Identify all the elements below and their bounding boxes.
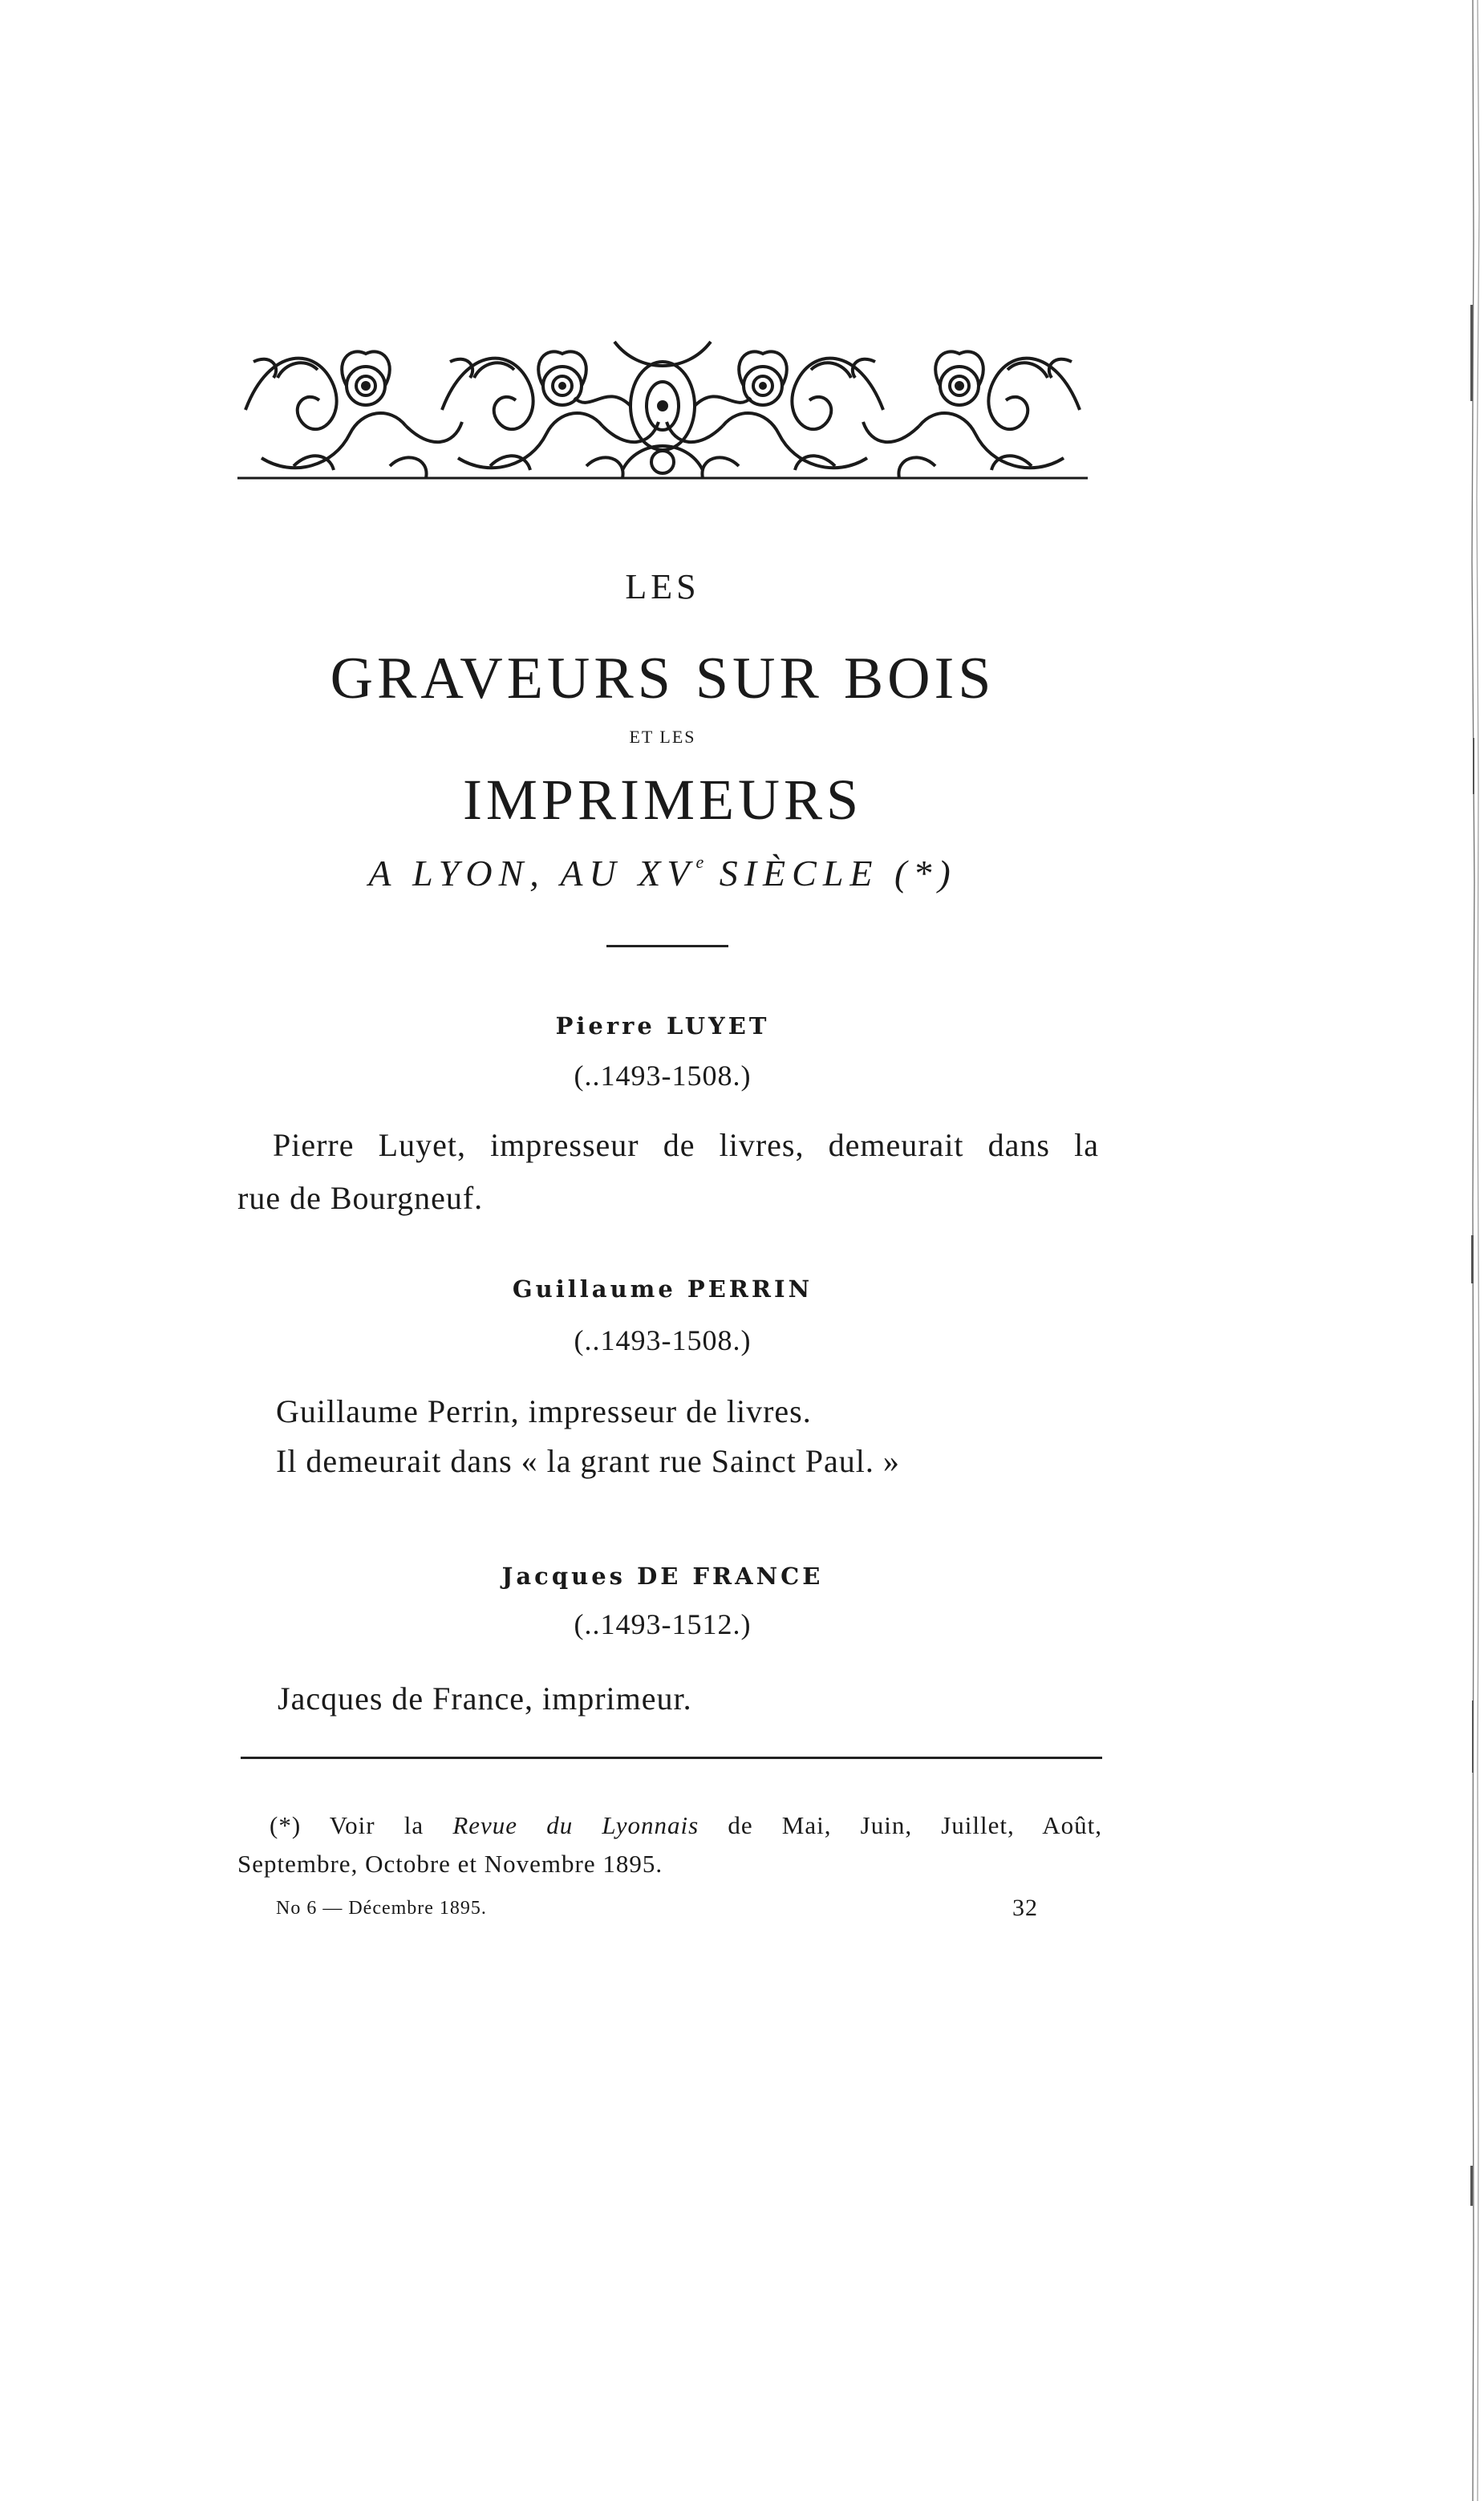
title-et-les: ET LES (629, 727, 696, 747)
entry-name-luyet: Pierre LUYET (555, 1012, 770, 1040)
footnote-line-2: Septembre, Octobre et Novembre 1895. (237, 1850, 663, 1878)
subtitle-pre: A LYON, AU XV (368, 853, 696, 894)
signature-issue: No 6 — Décembre 1895. (276, 1898, 487, 1919)
footnote-suffix: de Mai, Juin, Juillet, Août, (699, 1811, 1102, 1839)
entry-text-line: rue de Bourgneuf. (237, 1180, 484, 1216)
footnote-line-1 (270, 1811, 1102, 1840)
scan-edge-noise (1449, 0, 1484, 2501)
entry-text-line: Guillaume Perrin, impresseur de livres. (276, 1393, 812, 1429)
entry-dates-de-france: (..1493-1512.) (574, 1608, 752, 1640)
footnote-prefix: (*) Voir la (270, 1811, 453, 1839)
title-word-sur: SUR (695, 646, 823, 711)
entry-name-de-france: Jacques DE FRANCE (501, 1563, 824, 1590)
title-subtitle (237, 852, 1088, 894)
footnote-journal-title: Revue du Lyonnais (452, 1811, 699, 1839)
floral-scroll-headpiece-icon (237, 326, 1088, 486)
title-word-graveurs: GRAVEURS (330, 646, 675, 711)
title-rule (606, 945, 728, 947)
entry-text-line: Il demeurait dans « la grant rue Sainct Paul. » (276, 1443, 900, 1479)
entry-text-line: Pierre Luyet, impresseur de livres, demeurait dans la (273, 1127, 1099, 1163)
entry-name-perrin: Guillaume PERRIN (512, 1275, 813, 1303)
entry-dates-perrin: (..1493-1508.) (574, 1324, 752, 1356)
title-graveurs-sur-bois (237, 645, 1088, 713)
entry-dates-luyet: (..1493-1508.) (574, 1060, 752, 1092)
entry-text-line: Jacques de France, imprimeur. (278, 1680, 692, 1717)
subtitle-superscript: e (695, 852, 704, 872)
title-imprimeurs: IMPRIMEURS (462, 768, 863, 832)
title-word-bois: BOIS (843, 646, 995, 711)
footnote-rule (241, 1757, 1102, 1759)
signature-sheet-number: 32 (1012, 1895, 1038, 1921)
subtitle-post: SIÈCLE (*) (703, 853, 957, 894)
title-les: LES (625, 567, 700, 606)
